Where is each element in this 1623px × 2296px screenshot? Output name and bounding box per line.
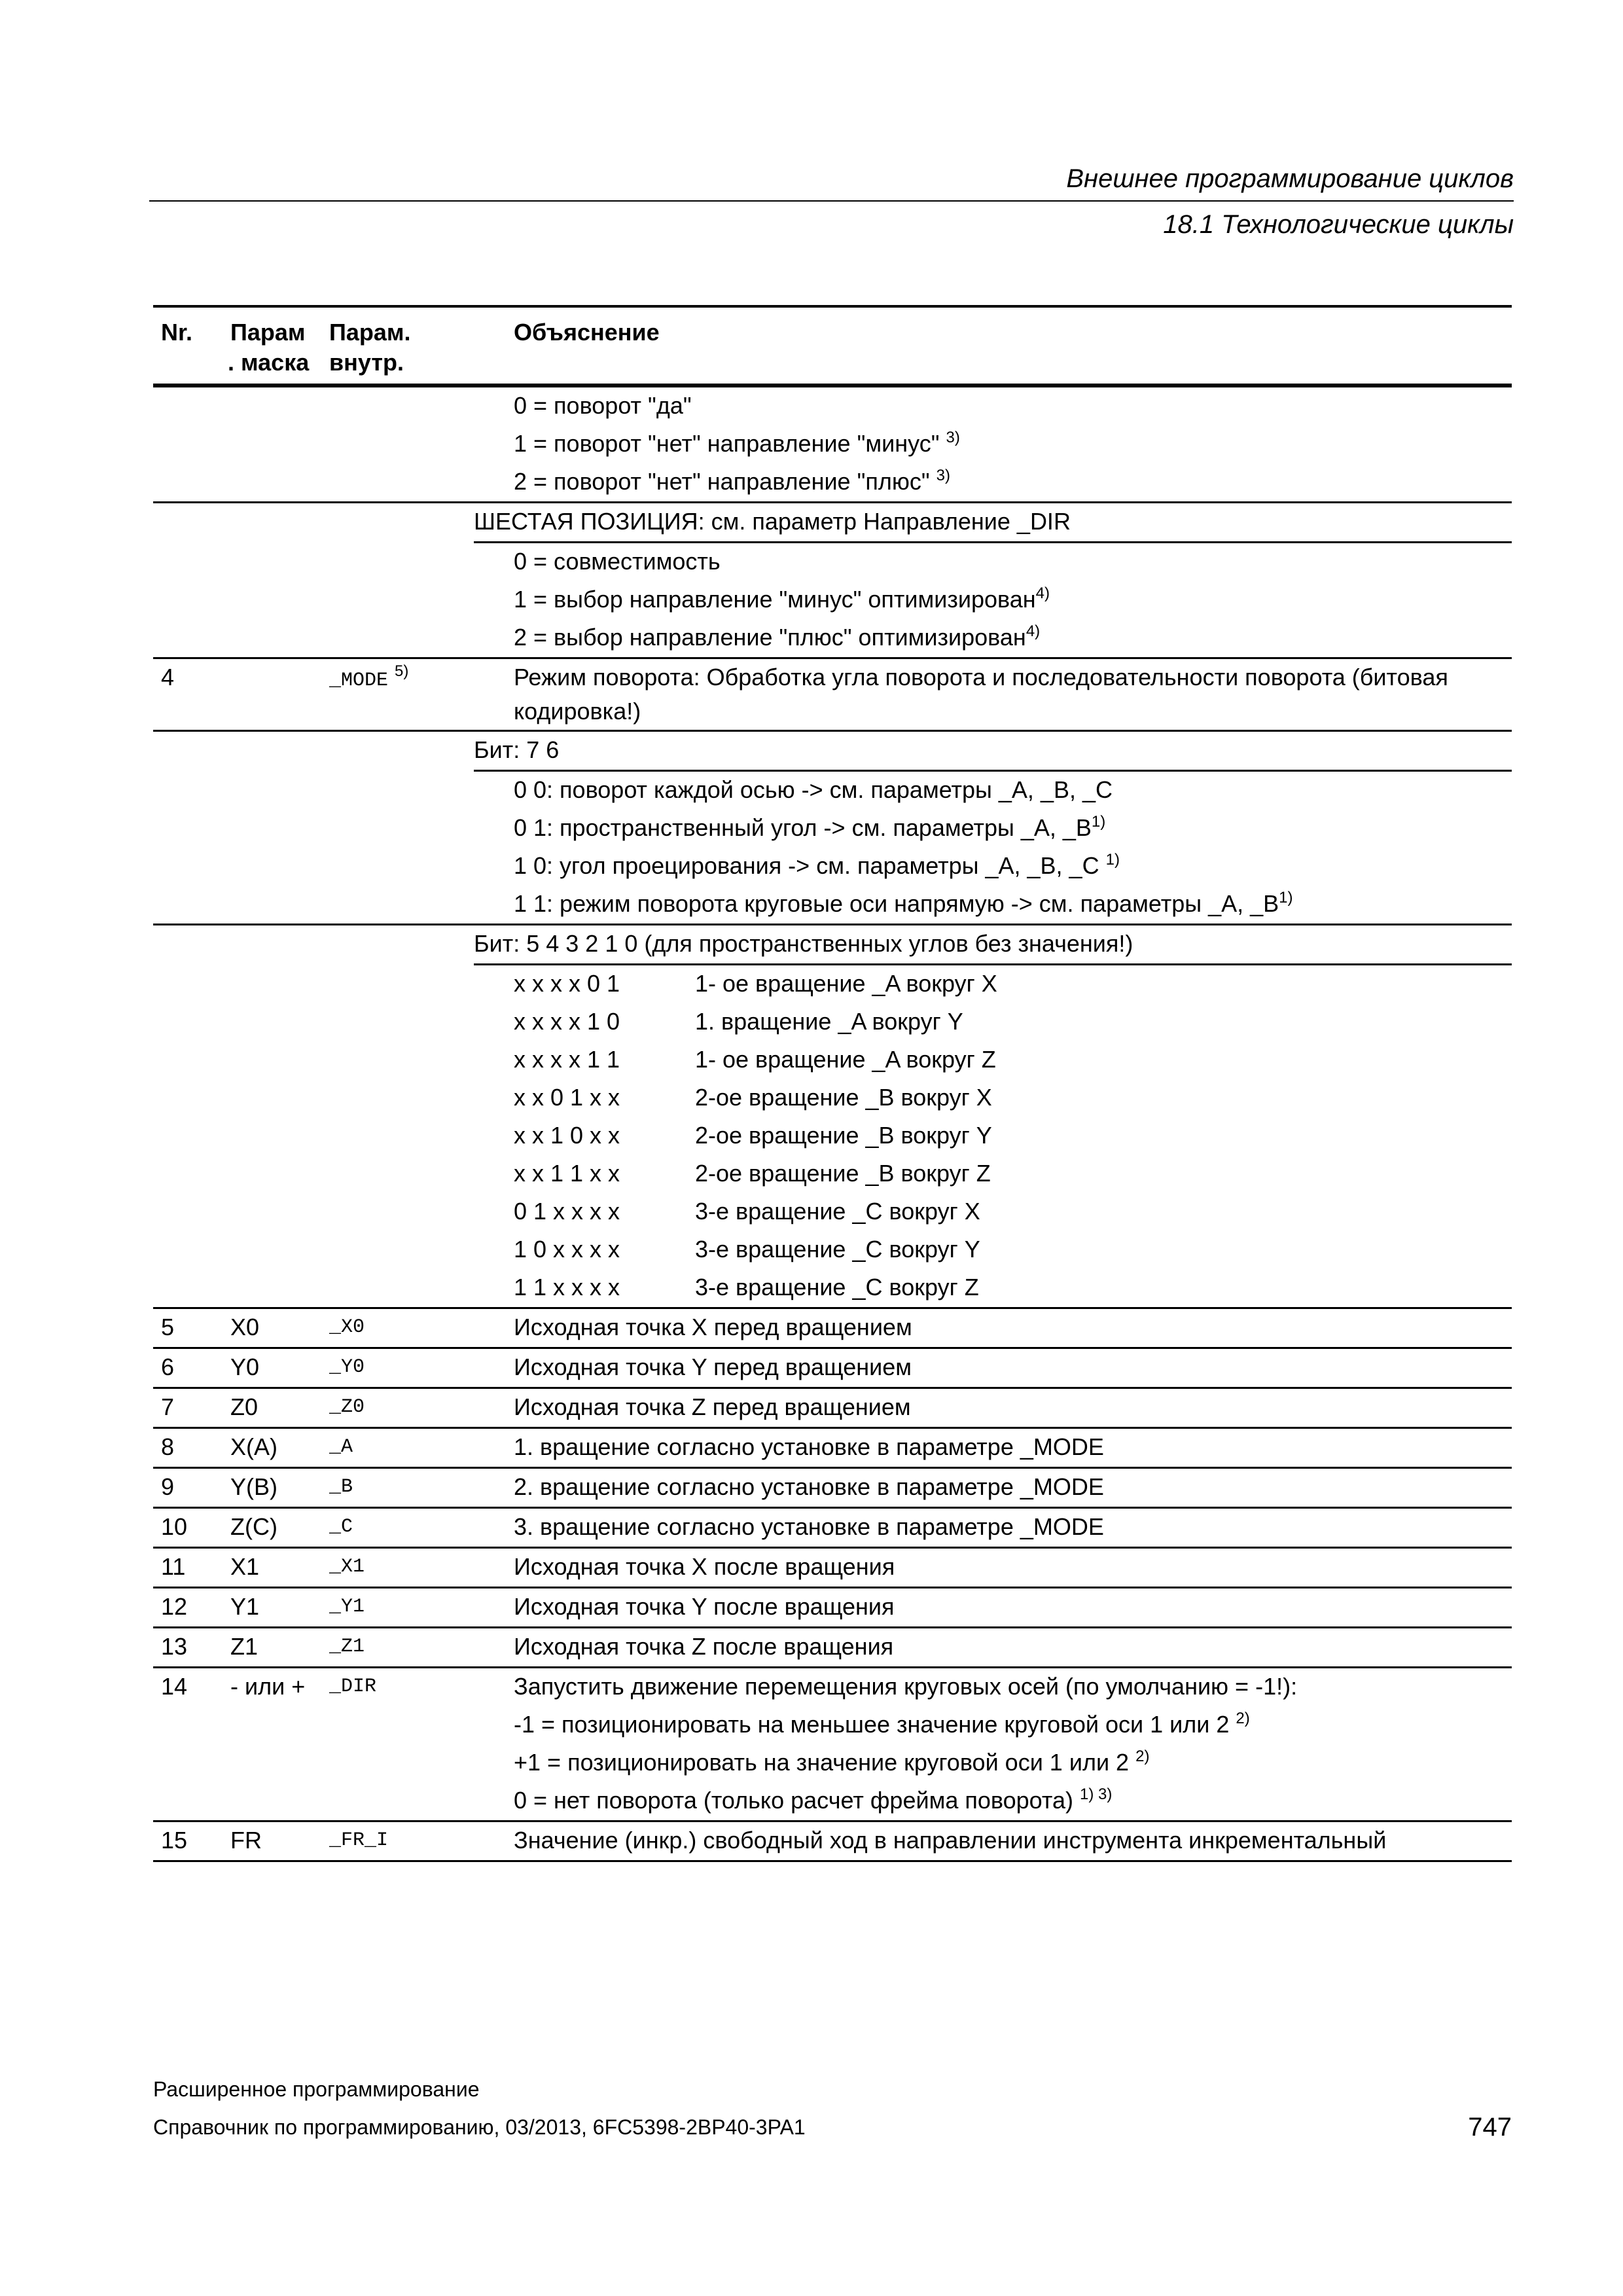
row-nr: 7 [161,1393,175,1420]
subheading-sixth-position: ШЕСТАЯ ПОЗИЦИЯ: см. параметр Направление _DIR [153,501,1512,541]
row-explanation: Значение (инкр.) свободный ход в направлении инструмента инкрементальный [514,1827,1387,1854]
row-param-mask: Y(B) [230,1473,277,1500]
bit-desc: 1- ое вращение _A вокруг X [695,970,997,997]
row-nr: 15 [161,1827,188,1854]
footnote-ref: 5) [395,662,409,680]
header-mask-2: . маска [228,349,310,376]
cont-line-1: 1 = поворот "нет" направление "минус" [514,430,940,457]
row-nr: 6 [161,1354,175,1380]
table-row-14 [153,1668,1512,1822]
table-row [153,1588,1512,1628]
bit-desc: 3-е вращение _C вокруг X [695,1198,980,1225]
bit-code: 0 1 x x x x [514,1198,620,1225]
row-explanation: Исходная точка Y после вращения [514,1593,895,1620]
footnote-ref: 3) [946,429,960,446]
row-explanation: Исходная точка Y перед вращением [514,1354,912,1380]
row-param-mask: Z(C) [230,1513,277,1540]
table-row [153,1469,1512,1509]
row-nr: 5 [161,1314,175,1340]
dir-desc-line-3: +1 = позиционировать на значение круговой оси 1 или 2 [514,1749,1130,1776]
page-header [149,164,1514,240]
section-title: 18.1 Технологические циклы [1163,210,1514,239]
header-nr: Nr. [161,319,193,346]
row-nr: 14 [161,1673,188,1700]
parameter-table [153,305,1512,1862]
table-row [153,1549,1512,1588]
footnote-ref: 1) [1279,889,1293,906]
row-param-mask: Y0 [230,1354,260,1380]
row-explanation: Исходная точка X перед вращением [514,1314,912,1340]
row-param-internal: _FR_I [329,1829,389,1852]
dir-desc-line-4: 0 = нет поворота (только расчет фрейма поворота) [514,1787,1073,1814]
row-nr: 9 [161,1473,175,1500]
bit-desc: 2-ое вращение _B вокруг X [695,1084,992,1111]
row-nr: 10 [161,1513,188,1540]
row-param-internal: _C [329,1516,353,1538]
row-param-internal: _X0 [329,1316,365,1338]
row-param-mask: Z0 [230,1393,259,1420]
row-param-mask: X1 [230,1553,260,1580]
header-explanation: Объяснение [514,319,660,346]
cont-line-4: 1 = выбор направление "минус" оптимизирован [514,586,1036,613]
footnote-ref: 1) 3) [1079,1785,1113,1803]
footnote-ref: 4) [1026,622,1041,640]
bit-desc: 2-ое вращение _B вокруг Z [695,1160,991,1187]
header-rule [149,200,1514,202]
table-row-15 [153,1822,1512,1862]
footnote-ref: 3) [936,467,951,484]
row-explanation: Исходная точка X после вращения [514,1553,895,1580]
cont-line-2: 2 = поворот "нет" направление "плюс" [514,468,930,495]
row-explanation: Исходная точка Z перед вращением [514,1393,911,1420]
table-row [153,1389,1512,1429]
mode-desc-line-1: Режим поворота: Обработка угла поворота и последовательности поворота (битовая [514,664,1448,691]
row-explanation: 2. вращение согласно установке в параметре _MODE [514,1473,1104,1500]
header-int-1: Парам. [329,319,411,346]
dir-desc-line-1: Запустить движение перемещения круговых осей (по умолчанию = -1!): [514,1673,1298,1700]
footnote-ref: 2) [1135,1748,1150,1765]
row-explanation: 1. вращение согласно установке в параметре _MODE [514,1433,1104,1460]
row-param-internal: _MODE [329,670,389,692]
bit-desc: 3-е вращение _C вокруг Y [695,1236,980,1263]
row-param-internal: _A [329,1436,353,1458]
row-explanation: Исходная точка Z после вращения [514,1633,894,1660]
footnote-ref: 1) [1091,813,1106,831]
bit-desc: 3-е вращение _C вокруг Z [695,1274,979,1300]
row-param-internal: _X1 [329,1556,365,1578]
row-param-mask: FR [230,1827,262,1854]
table-row-continued [153,387,1512,659]
row-explanation: 3. вращение согласно установке в параметре _MODE [514,1513,1104,1540]
row-nr: 12 [161,1593,188,1620]
bit-option-3: 1 1: режим поворота круговые оси напрямую -> см. параметры _A, _B [514,890,1279,917]
bit-desc: 2-ое вращение _B вокруг Y [695,1122,992,1149]
chapter-title: Внешнее программирование циклов [1066,164,1514,193]
row-param-mask: - или + [230,1673,306,1700]
row-param-mask: Y1 [230,1593,260,1620]
row-param-internal: _Y1 [329,1596,365,1618]
bit-desc: 1. вращение _A вокруг Y [695,1008,963,1035]
mode-desc-line-2: кодировка!) [514,698,641,725]
row-nr: 11 [161,1553,186,1580]
row-param-mask: X(A) [230,1433,277,1460]
table-row [153,1628,1512,1668]
header-int-2: внутр. [329,349,404,376]
dir-desc-line-2: -1 = позиционировать на меньшее значение круговой оси 1 или 2 [514,1711,1230,1738]
table-row [153,1349,1512,1389]
bit-code: x x x x 1 0 [514,1008,620,1035]
bit-option-0: 0 0: поворот каждой осью -> см. параметры _A, _B, _C [514,776,1113,803]
footnote-ref: 1) [1105,851,1120,869]
bit-code: x x 1 0 x x [514,1122,620,1149]
bit-code: x x x x 1 1 [514,1046,620,1073]
footnote-ref: 2) [1236,1710,1250,1727]
subheading-bits-543210: Бит: 5 4 3 2 1 0 (для пространственных углов без значения!) [153,924,1512,963]
bit-option-1: 0 1: пространственный угол -> см. параметры _A, _B [514,814,1092,841]
table-row [153,1309,1512,1349]
row-nr: 8 [161,1433,175,1460]
cont-line-5: 2 = выбор направление "плюс" оптимизирован [514,624,1026,651]
table-header [153,305,1512,387]
bit-code: x x 1 1 x x [514,1160,620,1187]
subheading-bits-76: Бит: 7 6 [153,730,1512,770]
bit-desc: 1- ое вращение _A вокруг Z [695,1046,996,1073]
row-param-mask: X0 [230,1314,260,1340]
page-footer [153,2075,1512,2142]
row-nr: 4 [161,664,175,691]
footnote-ref: 4) [1035,584,1050,602]
cont-line-0: 0 = поворот "да" [514,392,692,419]
table-row [153,1429,1512,1469]
footer-manual-info: Справочник по программированию, 03/2013, 6FC5398-2BP40-3PA1 [153,2115,806,2139]
table-row-4 [153,659,1512,1309]
row-nr: 13 [161,1633,188,1660]
bit-code: x x x x 0 1 [514,970,620,997]
header-mask-1: Парам [230,319,306,346]
footer-book-title: Расширенное программирование [153,2077,480,2101]
row-param-internal: _DIR [329,1676,377,1698]
row-param-internal: _Z1 [329,1636,365,1658]
table-row [153,1509,1512,1549]
cont-line-3: 0 = совместимость [514,548,721,575]
bit-code: 1 0 x x x x [514,1236,620,1263]
row-param-internal: _Z0 [329,1396,365,1418]
page-number: 747 [1468,2113,1512,2142]
row-param-internal: _Y0 [329,1356,365,1378]
bit-option-2: 1 0: угол проецирования -> см. параметры _A, _B, _C [514,852,1099,879]
bit-code: x x 0 1 x x [514,1084,620,1111]
row-param-internal: _B [329,1476,353,1498]
bit-code: 1 1 x x x x [514,1274,620,1300]
row-param-mask: Z1 [230,1633,259,1660]
